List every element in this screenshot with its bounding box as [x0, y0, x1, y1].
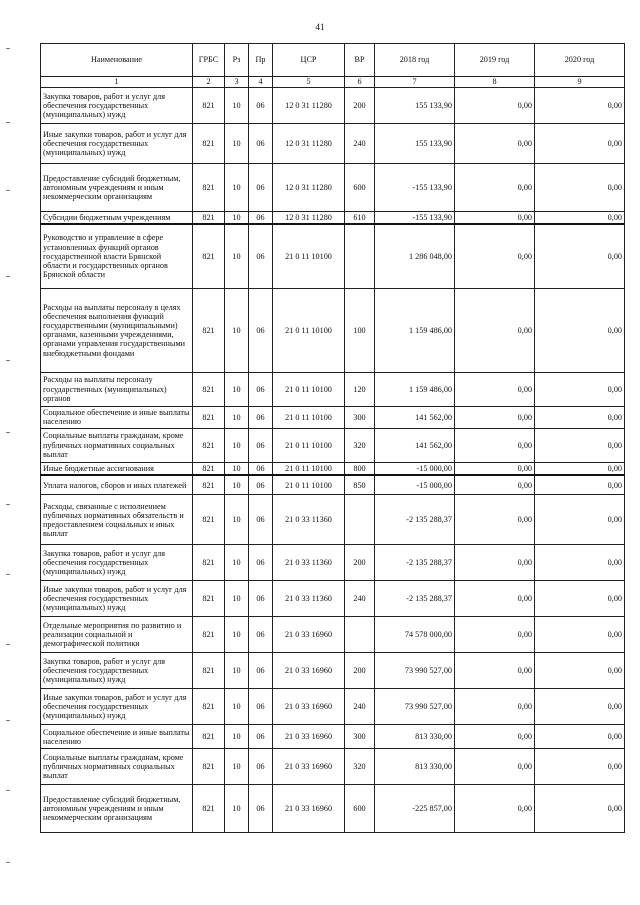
cell-csr: 21 0 11 10100 — [273, 475, 345, 495]
cell-csr: 21 0 11 10100 — [273, 224, 345, 288]
cell-vr: 240 — [345, 124, 375, 164]
cell-grbs: 821 — [193, 88, 225, 124]
cell-csr: 21 0 33 16960 — [273, 689, 345, 725]
column-number: 1 — [41, 77, 193, 88]
cell-2020: 0,00 — [535, 88, 625, 124]
cell-name: Социальные выплаты гражданам, кроме публичных нормативных социальных выплат — [41, 749, 193, 785]
cell-name: Социальное обеспечение и иные выплаты населению — [41, 406, 193, 428]
cell-rz: 10 — [225, 88, 249, 124]
page-number: 41 — [315, 22, 325, 32]
cell-2019: 0,00 — [455, 785, 535, 833]
cell-vr — [345, 495, 375, 545]
cell-grbs: 821 — [193, 462, 225, 475]
cell-csr: 21 0 11 10100 — [273, 428, 345, 462]
cell-2018: 74 578 000,00 — [375, 617, 455, 653]
cell-grbs: 821 — [193, 725, 225, 749]
cell-vr: 200 — [345, 88, 375, 124]
column-number: 9 — [535, 77, 625, 88]
cell-2018: 1 159 486,00 — [375, 288, 455, 372]
table-row — [41, 617, 625, 653]
cell-grbs: 821 — [193, 212, 225, 225]
cell-rz: 10 — [225, 689, 249, 725]
cell-name: Иные закупки товаров, работ и услуг для обеспечения государственных (муниципальных) нужд — [41, 581, 193, 617]
cell-2019: 0,00 — [455, 617, 535, 653]
cell-name: Уплата налогов, сборов и иных платежей — [41, 475, 193, 495]
cell-vr: 300 — [345, 406, 375, 428]
cell-2020: 0,00 — [535, 749, 625, 785]
cell-pr: 06 — [249, 475, 273, 495]
cell-grbs: 821 — [193, 749, 225, 785]
cell-rz: 10 — [225, 124, 249, 164]
column-number: 8 — [455, 77, 535, 88]
cell-name: Отдельные мероприятия по развитию и реализации социальной и демографической политики — [41, 617, 193, 653]
cell-rz: 10 — [225, 785, 249, 833]
cell-pr: 06 — [249, 406, 273, 428]
cell-rz: 10 — [225, 164, 249, 212]
cell-pr: 06 — [249, 124, 273, 164]
table-row — [41, 224, 625, 288]
cell-2018: 73 990 527,00 — [375, 653, 455, 689]
cell-pr: 06 — [249, 689, 273, 725]
cell-name: Субсидии бюджетным учреждениям — [41, 212, 193, 225]
cell-vr: 200 — [345, 653, 375, 689]
cell-2019: 0,00 — [455, 749, 535, 785]
cell-2020: 0,00 — [535, 475, 625, 495]
cell-vr: 800 — [345, 462, 375, 475]
cell-rz: 10 — [225, 475, 249, 495]
cell-csr: 21 0 11 10100 — [273, 406, 345, 428]
table-row — [41, 689, 625, 725]
cell-grbs: 821 — [193, 475, 225, 495]
table-row — [41, 428, 625, 462]
cell-pr: 06 — [249, 212, 273, 225]
table-row — [41, 88, 625, 124]
cell-grbs: 821 — [193, 785, 225, 833]
table-row — [41, 785, 625, 833]
margin-mark — [6, 432, 10, 433]
cell-csr: 12 0 31 11280 — [273, 88, 345, 124]
cell-2020: 0,00 — [535, 224, 625, 288]
margin-mark — [6, 644, 10, 645]
table-row — [41, 545, 625, 581]
cell-vr: 100 — [345, 288, 375, 372]
cell-rz: 10 — [225, 462, 249, 475]
cell-grbs: 821 — [193, 545, 225, 581]
cell-csr: 21 0 33 16960 — [273, 749, 345, 785]
cell-csr: 21 0 11 10100 — [273, 288, 345, 372]
cell-name: Иные бюджетные ассигнования — [41, 462, 193, 475]
column-number: 5 — [273, 77, 345, 88]
cell-pr: 06 — [249, 288, 273, 372]
cell-2019: 0,00 — [455, 124, 535, 164]
margin-mark — [6, 504, 10, 505]
cell-2018: 155 133,90 — [375, 124, 455, 164]
margin-punch-marks — [6, 30, 12, 890]
cell-rz: 10 — [225, 545, 249, 581]
cell-2020: 0,00 — [535, 372, 625, 406]
cell-name: Социальное обеспечение и иные выплаты населению — [41, 725, 193, 749]
cell-vr: 850 — [345, 475, 375, 495]
cell-2020: 0,00 — [535, 545, 625, 581]
cell-pr: 06 — [249, 725, 273, 749]
cell-csr: 21 0 11 10100 — [273, 462, 345, 475]
margin-mark — [6, 862, 10, 863]
cell-grbs: 821 — [193, 372, 225, 406]
header-name: Наименование — [41, 44, 193, 77]
cell-csr: 21 0 33 16960 — [273, 653, 345, 689]
cell-rz: 10 — [225, 372, 249, 406]
cell-vr — [345, 224, 375, 288]
cell-csr: 21 0 33 11360 — [273, 545, 345, 581]
cell-pr: 06 — [249, 545, 273, 581]
cell-csr: 21 0 11 10100 — [273, 372, 345, 406]
cell-vr: 120 — [345, 372, 375, 406]
cell-2018: 141 562,00 — [375, 406, 455, 428]
cell-2018: 141 562,00 — [375, 428, 455, 462]
budget-table — [40, 43, 625, 833]
cell-2019: 0,00 — [455, 725, 535, 749]
margin-mark — [6, 276, 10, 277]
cell-vr: 240 — [345, 689, 375, 725]
cell-vr: 240 — [345, 581, 375, 617]
table-row — [41, 495, 625, 545]
header-2020: 2020 год — [535, 44, 625, 77]
cell-vr: 610 — [345, 212, 375, 225]
cell-pr: 06 — [249, 617, 273, 653]
table-row — [41, 725, 625, 749]
cell-2020: 0,00 — [535, 428, 625, 462]
cell-2019: 0,00 — [455, 495, 535, 545]
cell-name: Иные закупки товаров, работ и услуг для обеспечения государственных (муниципальных) нужд — [41, 689, 193, 725]
cell-2020: 0,00 — [535, 124, 625, 164]
margin-mark — [6, 122, 10, 123]
cell-vr: 200 — [345, 545, 375, 581]
cell-name: Закупка товаров, работ и услуг для обеспечения государственных (муниципальных) нужд — [41, 545, 193, 581]
cell-csr: 21 0 33 16960 — [273, 785, 345, 833]
column-number-row — [41, 77, 625, 88]
cell-2020: 0,00 — [535, 495, 625, 545]
cell-2020: 0,00 — [535, 653, 625, 689]
cell-rz: 10 — [225, 653, 249, 689]
cell-2020: 0,00 — [535, 617, 625, 653]
cell-grbs: 821 — [193, 653, 225, 689]
cell-2020: 0,00 — [535, 689, 625, 725]
cell-vr: 320 — [345, 749, 375, 785]
cell-csr: 12 0 31 11280 — [273, 164, 345, 212]
cell-name: Социальные выплаты гражданам, кроме публичных нормативных социальных выплат — [41, 428, 193, 462]
cell-pr: 06 — [249, 164, 273, 212]
header-grbs: ГРБС — [193, 44, 225, 77]
cell-csr: 12 0 31 11280 — [273, 124, 345, 164]
cell-2019: 0,00 — [455, 545, 535, 581]
column-number: 2 — [193, 77, 225, 88]
cell-pr: 06 — [249, 372, 273, 406]
header-csr: ЦСР — [273, 44, 345, 77]
cell-2019: 0,00 — [455, 288, 535, 372]
cell-pr: 06 — [249, 749, 273, 785]
cell-rz: 10 — [225, 581, 249, 617]
cell-vr — [345, 617, 375, 653]
cell-2020: 0,00 — [535, 462, 625, 475]
cell-grbs: 821 — [193, 164, 225, 212]
cell-2020: 0,00 — [535, 581, 625, 617]
cell-rz: 10 — [225, 749, 249, 785]
cell-2019: 0,00 — [455, 224, 535, 288]
cell-2018: -2 135 288,37 — [375, 545, 455, 581]
cell-rz: 10 — [225, 617, 249, 653]
cell-pr: 06 — [249, 88, 273, 124]
column-number: 7 — [375, 77, 455, 88]
cell-pr: 06 — [249, 653, 273, 689]
header-vr: ВР — [345, 44, 375, 77]
margin-mark — [6, 48, 10, 49]
cell-2019: 0,00 — [455, 406, 535, 428]
table-row — [41, 749, 625, 785]
cell-2018: 813 330,00 — [375, 725, 455, 749]
table-row — [41, 212, 625, 225]
cell-2019: 0,00 — [455, 653, 535, 689]
cell-2019: 0,00 — [455, 462, 535, 475]
cell-rz: 10 — [225, 406, 249, 428]
table-row — [41, 653, 625, 689]
cell-rz: 10 — [225, 224, 249, 288]
cell-name: Предоставление субсидий бюджетным, автономным учреждениям и иным некоммерческим организациям — [41, 785, 193, 833]
column-number: 4 — [249, 77, 273, 88]
margin-mark — [6, 574, 10, 575]
cell-name: Руководство и управление в сфере установленных функций органов государственной власти Брянской области и государственных органов Брянской области — [41, 224, 193, 288]
cell-rz: 10 — [225, 288, 249, 372]
cell-name: Закупка товаров, работ и услуг для обеспечения государственных (муниципальных) нужд — [41, 653, 193, 689]
cell-pr: 06 — [249, 495, 273, 545]
header-pr: Пр — [249, 44, 273, 77]
cell-rz: 10 — [225, 428, 249, 462]
cell-pr: 06 — [249, 581, 273, 617]
cell-pr: 06 — [249, 462, 273, 475]
cell-2018: -2 135 288,37 — [375, 581, 455, 617]
cell-2020: 0,00 — [535, 212, 625, 225]
cell-rz: 10 — [225, 212, 249, 225]
cell-2019: 0,00 — [455, 689, 535, 725]
cell-name: Расходы на выплаты персоналу в целях обеспечения выполнения функций государственными (муниципальными) органами, казенными учреждениями, органами управления государственными внебюджетными фондами — [41, 288, 193, 372]
cell-csr: 21 0 33 11360 — [273, 581, 345, 617]
cell-csr: 21 0 33 11360 — [273, 495, 345, 545]
table-row — [41, 475, 625, 495]
cell-pr: 06 — [249, 224, 273, 288]
cell-grbs: 821 — [193, 581, 225, 617]
cell-2018: -155 133,90 — [375, 212, 455, 225]
cell-2018: -15 000,00 — [375, 475, 455, 495]
cell-csr: 12 0 31 11280 — [273, 212, 345, 225]
cell-vr: 320 — [345, 428, 375, 462]
margin-mark — [6, 790, 10, 791]
table-row — [41, 288, 625, 372]
cell-2018: -15 000,00 — [375, 462, 455, 475]
cell-2018: -155 133,90 — [375, 164, 455, 212]
cell-name: Расходы на выплаты персоналу государственных (муниципальных) органов — [41, 372, 193, 406]
table-row — [41, 406, 625, 428]
cell-name: Закупка товаров, работ и услуг для обеспечения государственных (муниципальных) нужд — [41, 88, 193, 124]
cell-2018: -2 135 288,37 — [375, 495, 455, 545]
cell-rz: 10 — [225, 495, 249, 545]
margin-mark — [6, 360, 10, 361]
column-number: 6 — [345, 77, 375, 88]
cell-2019: 0,00 — [455, 475, 535, 495]
cell-grbs: 821 — [193, 406, 225, 428]
cell-rz: 10 — [225, 725, 249, 749]
cell-grbs: 821 — [193, 288, 225, 372]
table-row — [41, 124, 625, 164]
cell-2019: 0,00 — [455, 164, 535, 212]
table-row — [41, 581, 625, 617]
cell-2020: 0,00 — [535, 725, 625, 749]
cell-2018: 1 286 048,00 — [375, 224, 455, 288]
cell-2018: 1 159 486,00 — [375, 372, 455, 406]
table-row — [41, 462, 625, 475]
table-row — [41, 164, 625, 212]
cell-2018: 813 330,00 — [375, 749, 455, 785]
cell-csr: 21 0 33 16960 — [273, 725, 345, 749]
cell-name: Расходы, связанные с исполнением публичных нормативных обязательств и предоставлением социальных и иных выплат — [41, 495, 193, 545]
cell-2018: 155 133,90 — [375, 88, 455, 124]
header-2018: 2018 год — [375, 44, 455, 77]
cell-vr: 600 — [345, 785, 375, 833]
cell-2019: 0,00 — [455, 88, 535, 124]
cell-vr: 300 — [345, 725, 375, 749]
cell-grbs: 821 — [193, 224, 225, 288]
cell-2019: 0,00 — [455, 581, 535, 617]
cell-2018: -225 857,00 — [375, 785, 455, 833]
margin-mark — [6, 190, 10, 191]
cell-2018: 73 990 527,00 — [375, 689, 455, 725]
cell-2019: 0,00 — [455, 212, 535, 225]
cell-2020: 0,00 — [535, 164, 625, 212]
header-row — [41, 44, 625, 77]
cell-name: Предоставление субсидий бюджетным, автономным учреждениям и иным некоммерческим организациям — [41, 164, 193, 212]
cell-pr: 06 — [249, 785, 273, 833]
cell-grbs: 821 — [193, 689, 225, 725]
cell-grbs: 821 — [193, 428, 225, 462]
cell-grbs: 821 — [193, 124, 225, 164]
cell-2019: 0,00 — [455, 372, 535, 406]
cell-2020: 0,00 — [535, 785, 625, 833]
margin-mark — [6, 720, 10, 721]
column-number: 3 — [225, 77, 249, 88]
cell-grbs: 821 — [193, 617, 225, 653]
cell-vr: 600 — [345, 164, 375, 212]
cell-2020: 0,00 — [535, 288, 625, 372]
cell-2019: 0,00 — [455, 428, 535, 462]
header-rz: Рз — [225, 44, 249, 77]
header-2019: 2019 год — [455, 44, 535, 77]
cell-pr: 06 — [249, 428, 273, 462]
table-row — [41, 372, 625, 406]
cell-csr: 21 0 33 16960 — [273, 617, 345, 653]
cell-name: Иные закупки товаров, работ и услуг для обеспечения государственных (муниципальных) нужд — [41, 124, 193, 164]
cell-grbs: 821 — [193, 495, 225, 545]
cell-2020: 0,00 — [535, 406, 625, 428]
